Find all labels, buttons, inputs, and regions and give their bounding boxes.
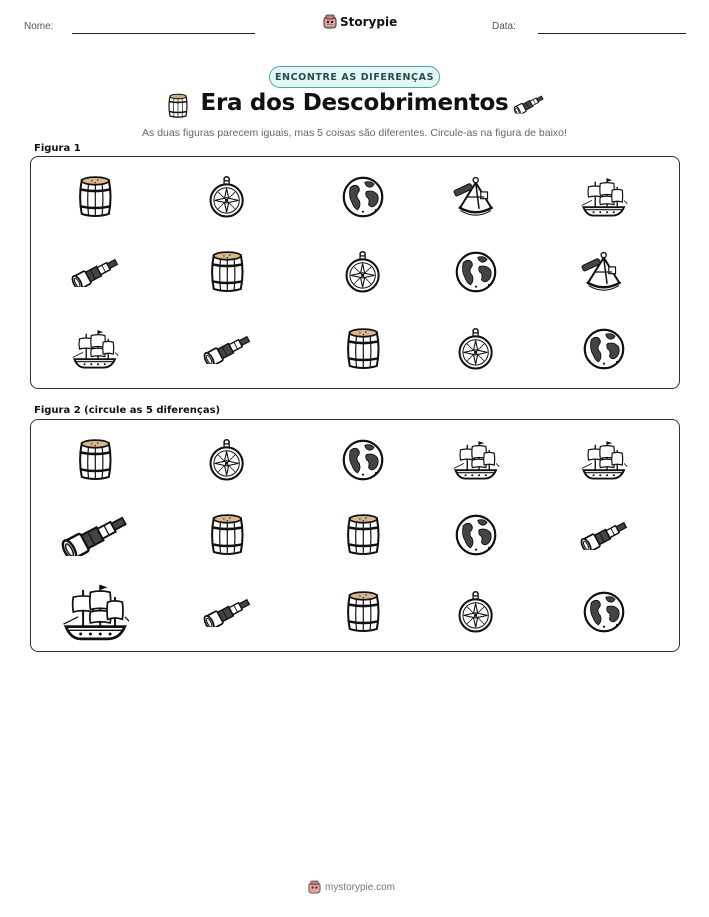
ship-icon[interactable] <box>452 438 499 482</box>
globe-icon <box>454 250 498 294</box>
ship-icon[interactable] <box>580 438 627 482</box>
date-line[interactable] <box>538 33 686 34</box>
ship-icon <box>71 327 118 371</box>
ship-icon[interactable] <box>61 580 130 644</box>
compass-icon <box>208 175 245 219</box>
barrel-icon[interactable] <box>343 590 384 634</box>
sextant-icon <box>452 175 499 219</box>
sextant-icon <box>580 250 627 294</box>
barrel-icon <box>343 327 384 371</box>
telescope-icon[interactable] <box>201 597 254 627</box>
figure-2-label: Figura 2 (circule as 5 diferenças) <box>34 405 221 416</box>
barrel-icon <box>207 250 248 294</box>
barrel-icon[interactable] <box>343 513 384 557</box>
globe-icon <box>341 175 385 219</box>
compass-icon[interactable] <box>457 590 494 634</box>
compass-icon <box>457 327 494 371</box>
compass-icon[interactable] <box>208 438 245 482</box>
activity-badge: ENCONTRE AS DIFERENÇAS <box>269 66 440 88</box>
storypie-mascot-icon <box>323 14 337 29</box>
figure-1-label: Figura 1 <box>34 143 81 154</box>
compass-icon <box>344 250 381 294</box>
page-title: Era dos Descobrimentos <box>200 90 509 116</box>
brand-name: Storypie <box>340 14 398 29</box>
footer <box>308 880 395 894</box>
footer-url: mystorypie.com <box>325 881 396 893</box>
instructions: As duas figuras parecem iguais, mas 5 coisas são diferentes. Circule-as na figura de baixo! <box>142 127 567 139</box>
globe-icon[interactable] <box>341 438 385 482</box>
storypie-mascot-icon <box>308 880 321 894</box>
telescope-icon <box>201 334 254 364</box>
title-telescope-icon <box>512 94 546 114</box>
globe-icon <box>582 327 626 371</box>
barrel-icon <box>75 175 116 219</box>
ship-icon <box>580 175 627 219</box>
name-label: Nome: <box>24 21 54 32</box>
barrel-icon[interactable] <box>75 438 116 482</box>
telescope-icon <box>69 257 122 287</box>
brand-logo <box>323 14 397 29</box>
barrel-icon[interactable] <box>207 513 248 557</box>
globe-icon[interactable] <box>582 590 626 634</box>
telescope-icon[interactable] <box>58 514 132 556</box>
name-line[interactable] <box>72 33 255 34</box>
globe-icon[interactable] <box>454 513 498 557</box>
telescope-icon[interactable] <box>578 520 631 550</box>
date-label: Data: <box>492 21 516 32</box>
